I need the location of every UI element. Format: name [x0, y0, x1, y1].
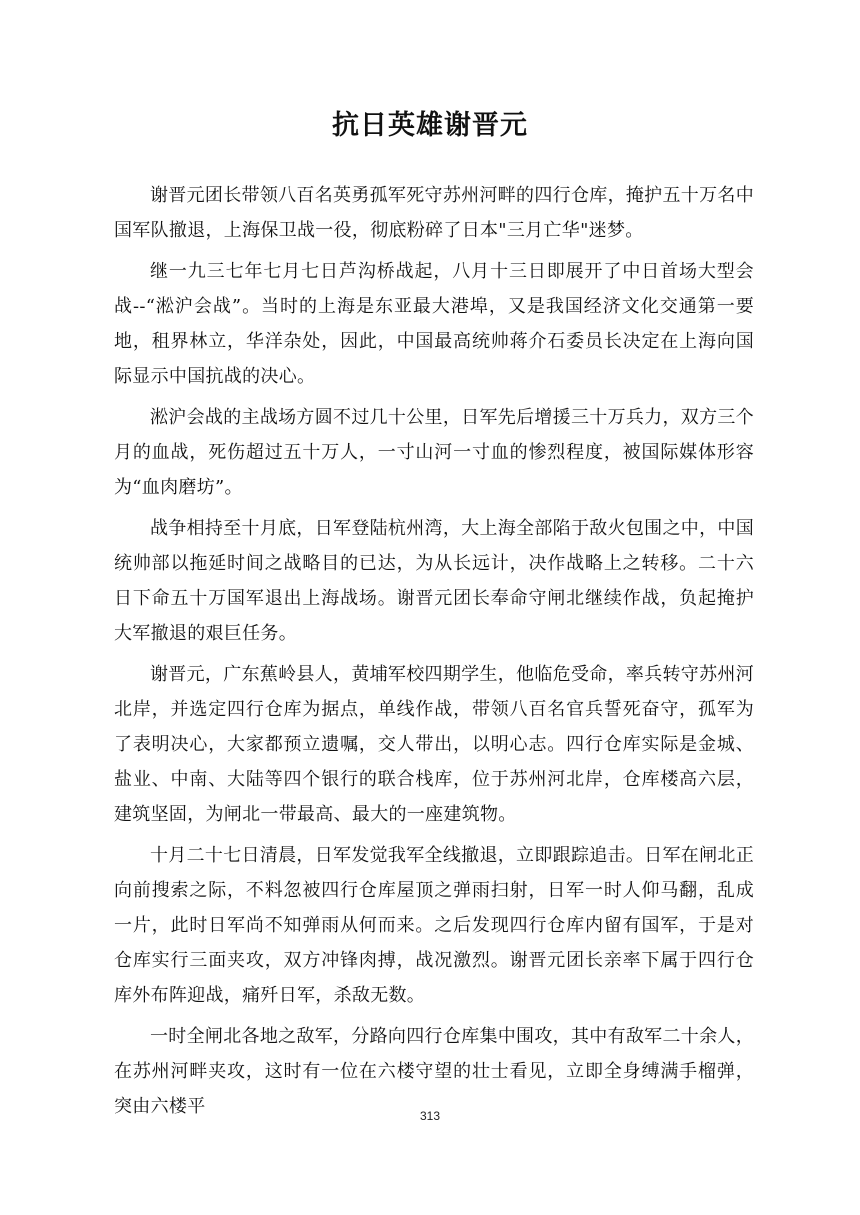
paragraph-3: 淞沪会战的主战场方圆不过几十公里，日军先后增援三十万兵力，双方三个月的血战，死伤超过五十万人，一寸山河一寸血的惨烈程度，被国际媒体形容为“血肉磨坊”。 — [114, 407, 754, 498]
paragraph-4: 战争相持至十月底，日军登陆杭州湾，大上海全部陷于敌火包围之中，中国统帅部以拖延时间之战略目的已达，为从长远计，决作战略上之转移。二十六日下命五十万国军退出上海战场。谢晋元团长奉命守闸北继续作战，负起掩护大军撤退的艰巨任务。 — [114, 518, 754, 644]
paragraph-1: 谢晋元团长带领八百名英勇孤军死守苏州河畔的四行仓库，掩护五十万名中国军队撤退，上海保卫战一役，彻底粉碎了日本"三月亡华"迷梦。 — [114, 185, 754, 241]
article-body — [114, 178, 754, 1130]
page-title: 抗日英雄谢晋元 — [332, 110, 528, 141]
paragraph-7: 一时全闸北各地之敌军，分路向四行仓库集中围攻，其中有敌军二十余人，在苏州河畔夹攻，这时有一位在六楼守望的壮士看见，立即全身缚满手榴弹，突由六楼平 — [114, 1026, 754, 1117]
paragraph-2: 继一九三七年七月七日芦沟桥战起，八月十三日即展开了中日首场大型会战--“淞沪会战”。当时的上海是东亚最大港埠，又是我国经济文化交通第一要地，租界林立，华洋杂处，因此，中国最高统帅蒋介石委员长决定在上海向国际显示中国抗战的决心。 — [114, 261, 754, 387]
paragraph-5: 谢晋元，广东蕉岭县人，黄埔军校四期学生，他临危受命，率兵转守苏州河北岸，并选定四行仓库为据点，单线作战，带领八百名官兵誓死奋守，孤军为了表明决心，大家都预立遗嘱，交人带出，以明心志。四行仓库实际是金城、盐业、中南、大陆等四个银行的联合栈库，位于苏州河北岸，仓库楼高六层，建筑坚固，为闸北一带最高、最大的一座建筑物。 — [114, 664, 754, 825]
paragraph-6: 十月二十七日清晨，日军发觉我军全线撤退，立即跟踪追击。日军在闸北正向前搜索之际，不料忽被四行仓库屋顶之弹雨扫射，日军一时人仰马翻，乱成一片，此时日军尚不知弹雨从何而来。之后发现四行仓库内留有国军，于是对仓库实行三面夹攻，双方冲锋肉搏，战况激烈。谢晋元团长亲率下属于四行仓库外布阵迎战，痛歼日军，杀敌无数。 — [114, 845, 754, 1006]
page-number: 313 — [419, 1109, 441, 1123]
